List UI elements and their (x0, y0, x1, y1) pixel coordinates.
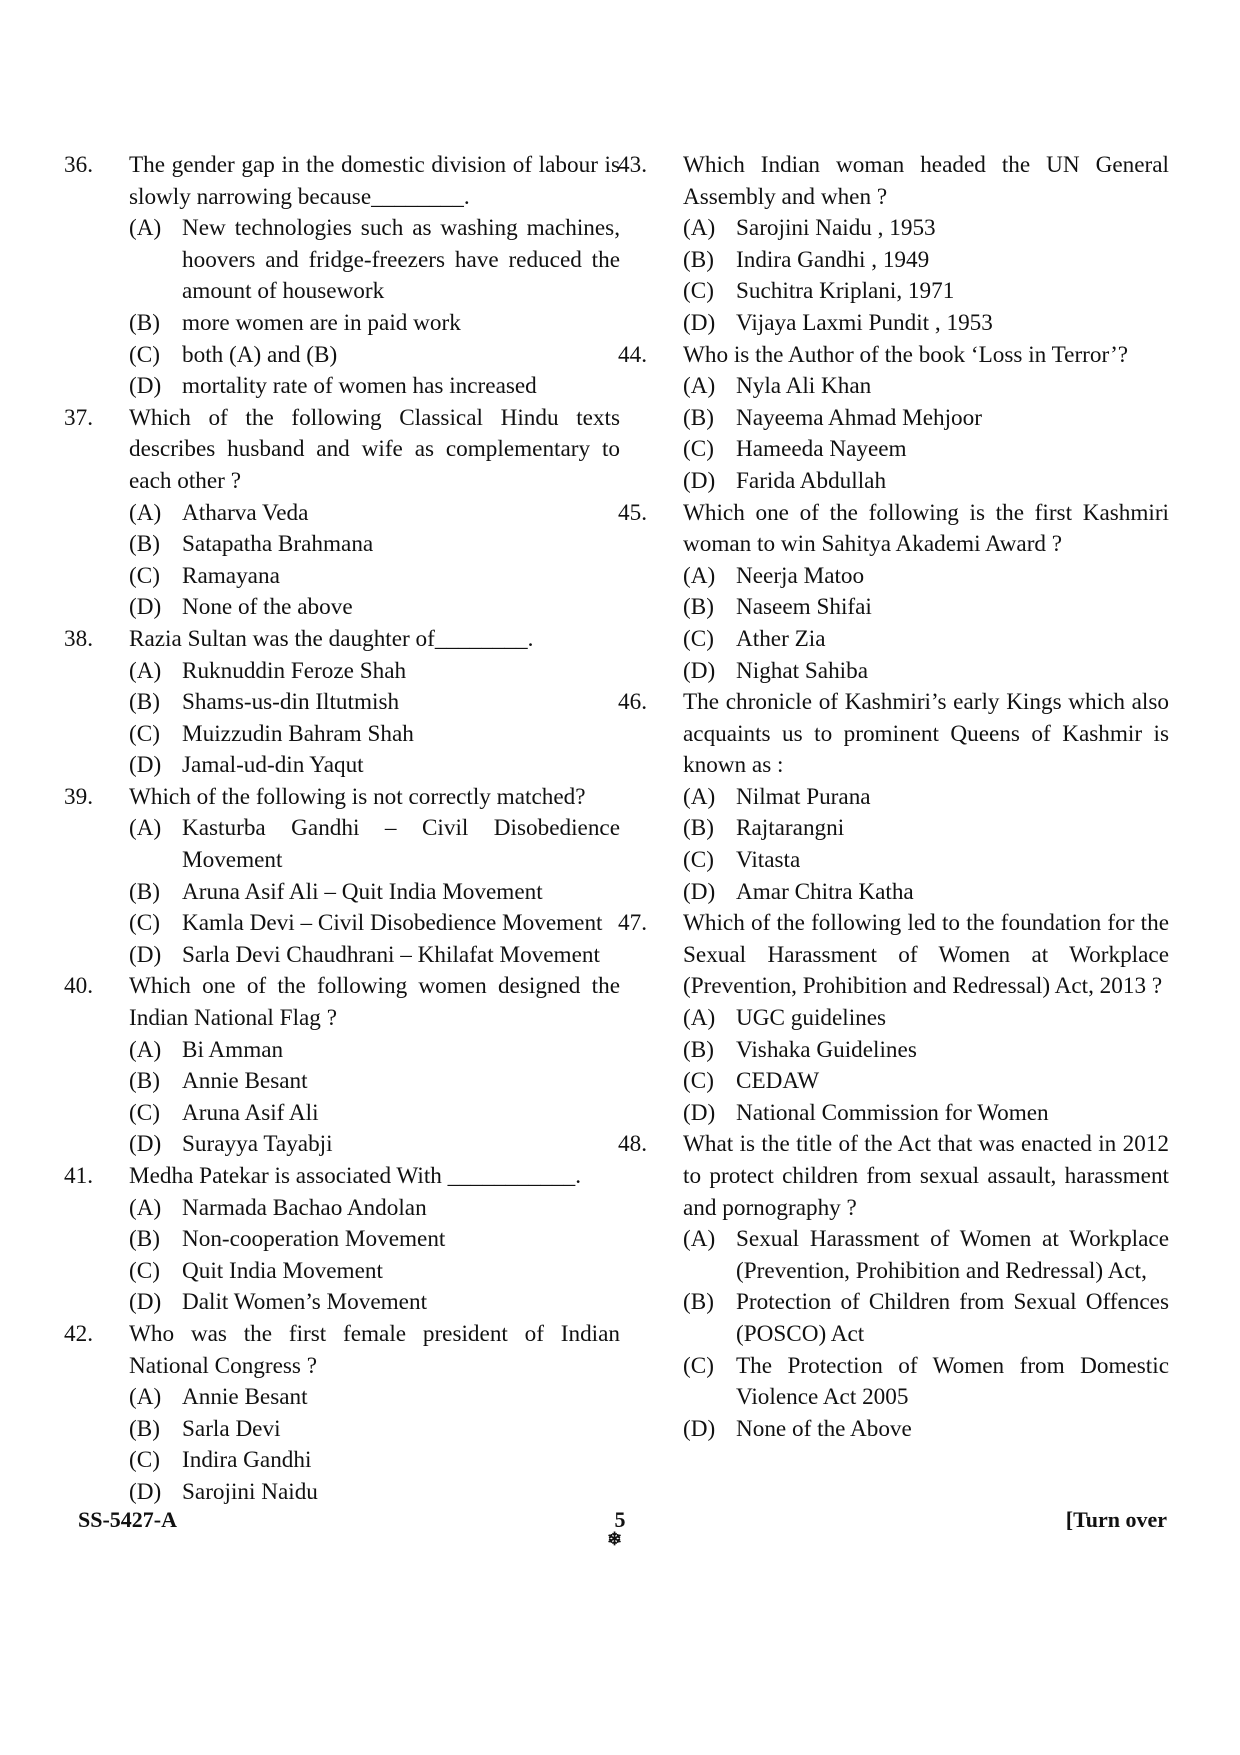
answer-option (64, 940, 620, 972)
answer-option (64, 498, 620, 530)
option-text: Narmada Bachao Andolan (182, 1194, 427, 1221)
answer-option (618, 782, 1169, 814)
option-letter: (D) (129, 1478, 162, 1505)
answer-option (618, 1003, 1169, 1035)
answer-option (64, 1129, 620, 1161)
answer-option (64, 1035, 620, 1067)
option-text: Nayeema Ahmad Mehjoor (736, 404, 982, 431)
answer-option (618, 1066, 1169, 1098)
option-letter: (C) (683, 847, 714, 874)
option-text: Kamla Devi – Civil Disobedience Movement (182, 910, 603, 937)
question-text: Which of the following led to the foundation for the Sexual Harassment of Women at Workplace (Prevention, Prohibition and Redressal) Act, 2013 ? (683, 910, 1169, 1000)
option-text: Sarla Devi (182, 1415, 281, 1442)
option-letter: (A) (683, 783, 716, 810)
answer-option (64, 908, 620, 940)
answer-option (64, 1382, 620, 1414)
option-letter: (B) (683, 1036, 714, 1063)
question-stem (618, 340, 1169, 372)
answer-option (618, 877, 1169, 909)
question-number: 48. (618, 1131, 647, 1158)
question-block (618, 150, 1169, 340)
question-block (618, 908, 1169, 1129)
answer-option (618, 1098, 1169, 1130)
option-letter: (C) (683, 436, 714, 463)
option-text: Naseem Shifai (736, 594, 872, 621)
option-letter: (B) (683, 1289, 714, 1316)
question-text: Which one of the following women designed the Indian National Flag ? (129, 973, 620, 1032)
option-text: Ruknuddin Feroze Shah (182, 657, 407, 684)
option-text: Sarojini Naidu (182, 1478, 318, 1505)
question-stem (618, 908, 1169, 1003)
option-text: more women are in paid work (182, 309, 461, 336)
option-text: Surayya Tayabji (182, 1131, 333, 1158)
answer-option (64, 371, 620, 403)
option-text: The Protection of Women from Domestic Violence Act 2005 (736, 1352, 1169, 1411)
question-text: Which of the following Classical Hindu texts describes husband and wife as complementary to each other ? (129, 404, 620, 494)
answer-option (618, 656, 1169, 688)
answer-option (64, 656, 620, 688)
answer-option (618, 592, 1169, 624)
answer-option (64, 1256, 620, 1288)
option-text: New technologies such as washing machines, hoovers and fridge-freezers have reduced the amount of housework (182, 215, 620, 305)
option-text: Satapatha Brahmana (182, 531, 374, 558)
answer-option (64, 1477, 620, 1509)
option-letter: (D) (129, 941, 162, 968)
answer-option (618, 466, 1169, 498)
option-letter: (B) (129, 878, 160, 905)
question-text: What is the title of the Act that was enacted in 2012 to protect children from sexual assault, harassment and pornography ? (683, 1131, 1169, 1221)
option-letter: (A) (129, 1384, 162, 1411)
question-block (64, 624, 620, 782)
option-letter: (C) (129, 562, 160, 589)
option-letter: (A) (129, 499, 162, 526)
option-letter: (D) (683, 467, 716, 494)
question-number: 40. (64, 973, 93, 1000)
option-text: Quit India Movement (182, 1257, 383, 1284)
answer-option (618, 371, 1169, 403)
answer-option (64, 813, 620, 876)
answer-option (618, 308, 1169, 340)
answer-option (64, 592, 620, 624)
answer-option (64, 687, 620, 719)
option-text: Vishaka Guidelines (736, 1036, 917, 1063)
option-text: Vijaya Laxmi Pundit , 1953 (736, 309, 993, 336)
option-letter: (B) (683, 815, 714, 842)
option-text: UGC guidelines (736, 1005, 887, 1032)
option-text: Neerja Matoo (736, 562, 865, 589)
question-number: 39. (64, 783, 93, 810)
option-letter: (B) (129, 1415, 160, 1442)
option-letter: (C) (129, 1099, 160, 1126)
question-number: 47. (618, 910, 647, 937)
option-letter: (B) (129, 531, 160, 558)
option-text: both (A) and (B) (182, 341, 338, 368)
question-stem (64, 1319, 620, 1382)
question-text: The gender gap in the domestic division of labour is slowly narrowing because________. (129, 152, 620, 210)
answer-option (64, 1098, 620, 1130)
option-letter: (D) (683, 1415, 716, 1442)
question-stem (618, 687, 1169, 782)
question-text: Medha Patekar is associated With ___________. (129, 1163, 581, 1189)
option-text: Bi Amman (182, 1036, 284, 1063)
question-stem (64, 971, 620, 1034)
option-text: Sarojini Naidu , 1953 (736, 215, 936, 242)
option-text: Nilmat Purana (736, 783, 871, 810)
left-column (64, 150, 620, 1509)
option-letter: (C) (683, 625, 714, 652)
question-block (64, 782, 620, 972)
option-letter: (D) (683, 1099, 716, 1126)
option-letter: (A) (683, 562, 716, 589)
option-text: CEDAW (736, 1068, 820, 1095)
question-block (64, 403, 620, 624)
question-block (64, 150, 620, 403)
option-letter: (C) (129, 1257, 160, 1284)
option-text: Sarla Devi Chaudhrani – Khilafat Movement (182, 941, 600, 968)
option-text: National Commission for Women (736, 1099, 1049, 1126)
option-text: Muizzudin Bahram Shah (182, 720, 414, 747)
answer-option (618, 1035, 1169, 1067)
question-stem (64, 782, 620, 814)
answer-option (618, 1351, 1169, 1414)
answer-option (618, 1414, 1169, 1446)
answer-option (618, 213, 1169, 245)
question-text: Razia Sultan was the daughter of________. (129, 625, 534, 652)
question-stem (618, 150, 1169, 213)
option-text: Sexual Harassment of Women at Workplace (Prevention, Prohibition and Redressal) Act, (736, 1226, 1169, 1284)
answer-option (64, 750, 620, 782)
option-letter: (D) (129, 594, 162, 621)
option-letter: (C) (129, 341, 160, 368)
option-text: Indira Gandhi , 1949 (736, 246, 930, 273)
question-text: The chronicle of Kashmiri’s early Kings which also acquaints us to prominent Queens of Kashmir is known as : (683, 689, 1169, 779)
question-number: 46. (618, 689, 647, 716)
answer-option (64, 561, 620, 593)
option-text: Protection of Children from Sexual Offences (POSCO) Act (736, 1289, 1169, 1347)
question-block (64, 1161, 620, 1319)
option-letter: (B) (129, 1226, 160, 1253)
answer-option (618, 1287, 1169, 1350)
option-text: Non-cooperation Movement (182, 1226, 446, 1253)
option-letter: (A) (129, 215, 162, 242)
option-text: Nyla Ali Khan (736, 373, 872, 400)
option-letter: (B) (129, 1068, 160, 1095)
question-stem (64, 1161, 620, 1193)
option-text: Vitasta (736, 847, 801, 874)
answer-option (618, 1224, 1169, 1287)
question-block (618, 340, 1169, 498)
option-letter: (C) (683, 278, 714, 305)
option-letter: (A) (683, 373, 716, 400)
option-text: Farida Abdullah (736, 467, 887, 494)
question-text: Which Indian woman headed the UN General Assembly and when ? (683, 152, 1169, 210)
option-letter: (D) (129, 1131, 162, 1158)
option-text: Rajtarangni (736, 815, 845, 842)
answer-option (64, 1414, 620, 1446)
option-letter: (A) (683, 215, 716, 242)
question-number: 36. (64, 152, 93, 178)
answer-option (618, 813, 1169, 845)
option-text: Annie Besant (182, 1068, 308, 1095)
answer-option (618, 561, 1169, 593)
option-letter: (C) (129, 910, 160, 937)
question-number: 37. (64, 404, 93, 431)
option-text: Suchitra Kriplani, 1971 (736, 278, 955, 305)
ornament-icon: ❄ (607, 1529, 623, 1549)
question-block (618, 1129, 1169, 1445)
option-letter: (A) (129, 815, 162, 842)
question-stem (618, 498, 1169, 561)
question-block (618, 498, 1169, 688)
question-number: 44. (618, 341, 647, 368)
option-text: Ramayana (182, 562, 280, 589)
question-number: 42. (64, 1320, 93, 1347)
option-letter: (D) (683, 657, 716, 684)
answer-option (64, 1224, 620, 1256)
option-letter: (C) (683, 1352, 714, 1379)
question-stem (64, 150, 620, 213)
option-letter: (A) (129, 1036, 162, 1063)
question-block (64, 971, 620, 1161)
page-number: 5 (614, 1507, 626, 1532)
option-text: Indira Gandhi (182, 1447, 312, 1474)
option-letter: (B) (129, 309, 160, 336)
option-letter: (A) (129, 1194, 162, 1221)
question-text: Which one of the following is the first Kashmiri woman to win Sahitya Akademi Award ? (683, 499, 1169, 558)
answer-option (64, 1193, 620, 1225)
option-text: None of the above (182, 594, 353, 621)
answer-option (64, 308, 620, 340)
answer-option (618, 403, 1169, 435)
option-letter: (D) (129, 373, 162, 400)
option-letter: (A) (683, 1226, 716, 1253)
answer-option (64, 1066, 620, 1098)
question-number: 43. (618, 152, 647, 178)
answer-option (64, 1445, 620, 1477)
answer-option (64, 719, 620, 751)
question-text: Who was the first female president of Indian National Congress ? (129, 1320, 620, 1379)
right-column (618, 150, 1169, 1445)
option-letter: (B) (129, 689, 160, 716)
answer-option (618, 434, 1169, 466)
option-letter: (B) (683, 246, 714, 273)
option-letter: (C) (683, 1068, 714, 1095)
option-text: Atharva Veda (182, 499, 309, 526)
option-text: Aruna Asif Ali – Quit India Movement (182, 878, 543, 905)
option-letter: (D) (129, 1289, 162, 1316)
answer-option (64, 1287, 620, 1319)
option-letter: (C) (129, 1447, 160, 1474)
option-text: Amar Chitra Katha (736, 878, 914, 905)
answer-option (618, 624, 1169, 656)
option-letter: (A) (129, 657, 162, 684)
question-block (618, 687, 1169, 908)
option-letter: (B) (683, 594, 714, 621)
answer-option (618, 845, 1169, 877)
option-text: Hameeda Nayeem (736, 436, 907, 463)
answer-option (618, 245, 1169, 277)
answer-option (64, 213, 620, 308)
option-letter: (C) (129, 720, 160, 747)
option-text: Nighat Sahiba (736, 657, 869, 684)
question-text: Which of the following is not correctly matched? (129, 783, 586, 810)
option-text: None of the Above (736, 1415, 912, 1442)
option-letter: (B) (683, 404, 714, 431)
turn-over-label: [Turn over (1065, 1507, 1167, 1532)
answer-option (64, 877, 620, 909)
option-text: Shams-us-din Iltutmish (182, 689, 400, 716)
option-text: Dalit Women’s Movement (182, 1289, 428, 1316)
option-letter: (A) (683, 1005, 716, 1032)
answer-option (618, 276, 1169, 308)
question-stem (64, 624, 620, 656)
option-text: Annie Besant (182, 1384, 308, 1411)
option-letter: (D) (129, 752, 162, 779)
question-number: 45. (618, 499, 647, 526)
paper-code: SS-5427-A (78, 1507, 178, 1532)
answer-option (64, 529, 620, 561)
option-letter: (D) (683, 309, 716, 336)
answer-option (64, 340, 620, 372)
option-text: mortality rate of women has increased (182, 373, 537, 400)
question-number: 41. (64, 1163, 93, 1189)
option-text: Jamal-ud-din Yaqut (182, 752, 364, 779)
question-block (64, 1319, 620, 1509)
question-number: 38. (64, 625, 93, 652)
option-text: Kasturba Gandhi – Civil Disobedience Movement (182, 815, 620, 874)
option-text: Ather Zia (736, 625, 826, 652)
option-letter: (D) (683, 878, 716, 905)
question-stem (618, 1129, 1169, 1224)
option-text: Aruna Asif Ali (182, 1099, 319, 1126)
question-stem (64, 403, 620, 498)
question-text: Who is the Author of the book ‘Loss in Terror’? (683, 341, 1129, 368)
